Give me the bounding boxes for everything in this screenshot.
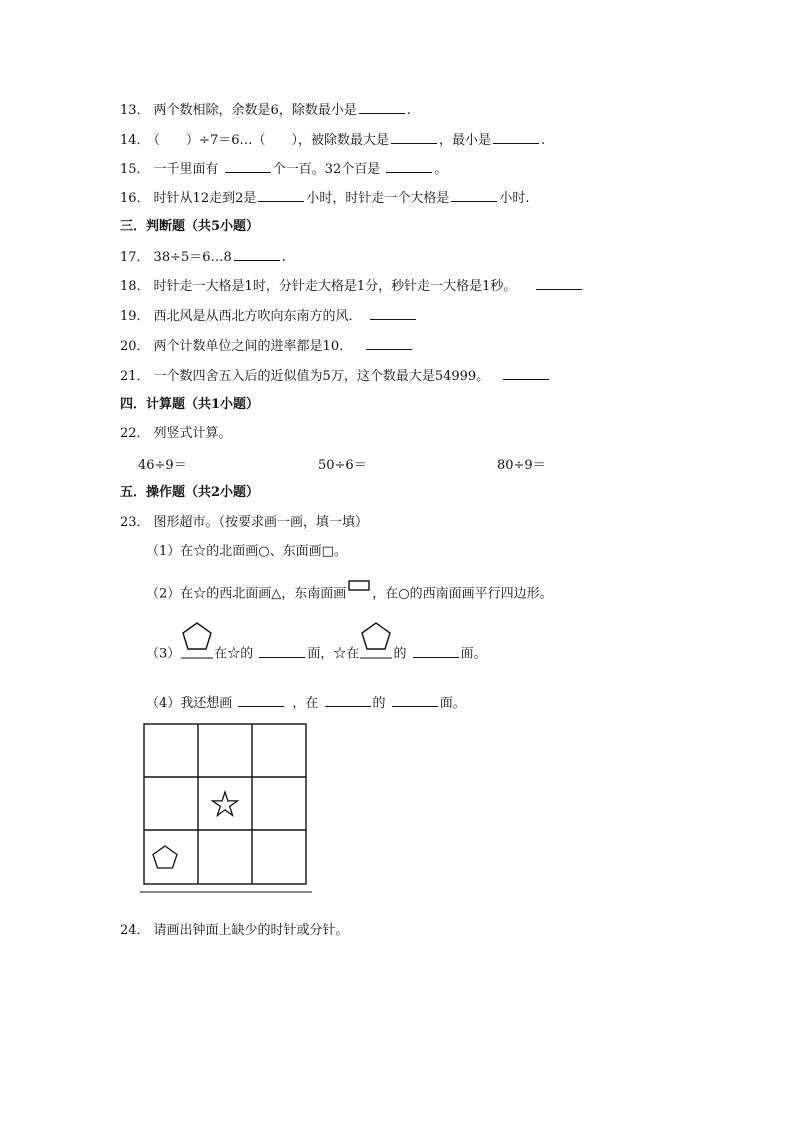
sub-question-text: 在☆的 [214, 646, 258, 662]
question-text: 38÷5＝6…8 [153, 250, 232, 265]
question-number: 23． [120, 515, 150, 530]
answer-blank[interactable] [451, 188, 497, 202]
question-text: 西北风是从西北方吹向东南方的风． [153, 309, 362, 324]
question-text: 一个数四舍五入后的近似值为5万，这个数最大是54999。 [153, 369, 490, 384]
section-heading-judgment: 三．判断题（共5小题） [120, 219, 260, 234]
section-heading-operation: 五．操作题（共2小题） [120, 485, 260, 500]
question-number: 14． [120, 133, 150, 148]
question-20 [120, 336, 414, 356]
punctuation: . [541, 133, 546, 148]
answer-blank[interactable] [366, 336, 412, 350]
question-text: （ ）÷7＝6…（ ），被除数最大是 [153, 133, 389, 148]
answer-blank[interactable] [391, 130, 437, 144]
sub-question-text: （4）我还想画 [146, 696, 237, 711]
calc-item: 46÷9＝ [138, 458, 187, 473]
sub-question-1: （1）在☆的北面画○、东面画□。 [146, 544, 347, 559]
sub-question-2 [146, 580, 553, 608]
question-text: 一千里面有 [153, 162, 223, 177]
question-text: ，最小是 [438, 133, 491, 148]
question-number: 18． [120, 279, 150, 294]
sub-question-text: 面，☆在 [307, 646, 360, 662]
punctuation: . [281, 250, 286, 265]
question-18 [120, 276, 584, 296]
answer-blank[interactable] [503, 366, 549, 380]
sub-question-text: （3） [146, 646, 181, 662]
sub-question-text: ，在 [292, 696, 323, 711]
sub-question-text: （2）在☆的西北面画△，东南面画 [146, 586, 347, 602]
question-text: 两个数相除，余数是6，除数最小是 [153, 103, 357, 118]
answer-blank[interactable] [238, 693, 284, 707]
question-17 [120, 247, 286, 267]
punctuation: 。 [434, 162, 448, 177]
question-text: 两个计数单位之间的进率都是10． [153, 339, 353, 354]
section-heading-calculation: 四．计算题（共1小题） [120, 397, 260, 412]
calc-item: 50÷6＝ [318, 458, 367, 473]
answer-blank[interactable] [234, 247, 280, 261]
answer-blank[interactable] [493, 130, 539, 144]
question-number: 17． [120, 250, 150, 265]
sub-question-text: 面。 [460, 646, 487, 662]
question-text: 小时 [499, 191, 526, 206]
answer-blank[interactable] [359, 100, 405, 114]
grid-lines [144, 724, 306, 884]
answer-blank[interactable] [258, 188, 304, 202]
star-icon [213, 792, 238, 815]
answer-blank[interactable] [325, 693, 371, 707]
question-text: 个一百。32个百是 [272, 162, 385, 177]
answer-blank[interactable] [536, 276, 582, 290]
answer-blank[interactable] [392, 693, 438, 707]
sub-question-text: 的 [393, 646, 411, 662]
question-number: 16． [120, 191, 150, 206]
direction-grid [140, 720, 320, 904]
answer-blank[interactable] [386, 159, 432, 173]
answer-blank[interactable] [225, 159, 271, 173]
question-text: 请画出钟面上缺少的时针或分针。 [153, 923, 349, 938]
pentagon-answer-blank[interactable] [180, 643, 214, 665]
question-text: 小时，时针走一个大格是 [306, 191, 450, 206]
question-text: 图形超市。（按要求画一画，填一填） [153, 515, 369, 530]
sub-question-3 [146, 643, 487, 665]
rectangle-icon [346, 580, 372, 608]
question-number: 20． [120, 339, 150, 354]
answer-blank[interactable] [413, 644, 459, 658]
pentagon-answer-blank[interactable] [359, 643, 393, 665]
sub-question-text: 面。 [439, 696, 466, 711]
question-number: 22． [120, 426, 150, 441]
question-number: 21． [120, 369, 150, 384]
question-number: 15． [120, 162, 150, 177]
question-number: 19． [120, 309, 150, 324]
question-19 [120, 306, 418, 326]
question-21 [120, 366, 551, 386]
question-16 [120, 188, 530, 208]
answer-blank[interactable] [259, 644, 305, 658]
question-number: 13． [120, 103, 150, 118]
question-text: 列竖式计算。 [153, 426, 232, 441]
question-24 [120, 922, 349, 940]
question-number: 24． [120, 923, 150, 938]
sub-question-text: 的 [372, 696, 390, 711]
question-23 [120, 514, 368, 532]
question-14 [120, 130, 545, 150]
calc-item: 80÷9＝ [497, 458, 546, 473]
punctuation: . [525, 191, 530, 206]
question-15 [120, 159, 447, 179]
question-text: 时针走一大格是1时，分针走大格是1分，秒针走一大格是1秒。 [153, 279, 517, 294]
sub-question-4 [146, 693, 466, 713]
answer-blank[interactable] [370, 306, 416, 320]
question-text: 时针从12走到2是 [153, 191, 257, 206]
question-22 [120, 425, 232, 443]
sub-question-text: ，在○的西南面画平行四边形。 [372, 586, 553, 602]
punctuation: . [406, 103, 411, 118]
pentagon-icon [153, 846, 177, 868]
question-13 [120, 100, 411, 120]
